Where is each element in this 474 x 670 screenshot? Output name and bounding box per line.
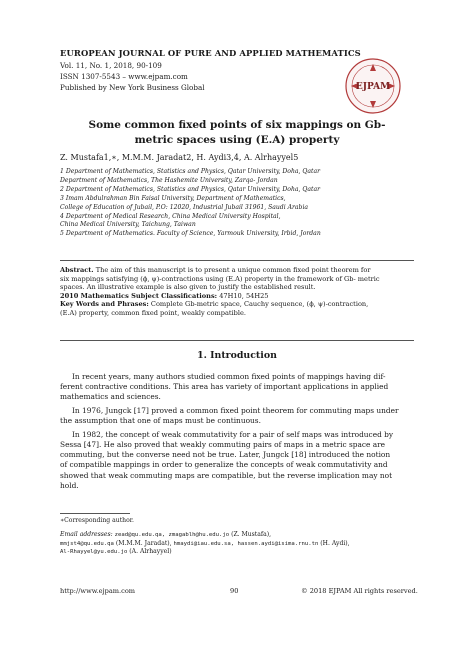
- text-line: ferent contractive conditions. This area has variety of important applications in applied: [60, 382, 389, 392]
- affiliation-line: 2 Department of Mathematics, Statistics and Physics, Qatar University, Doha, Qatar: [60, 185, 321, 193]
- affiliation-line: China Medical University, Taichung, Taiwan: [60, 221, 196, 229]
- keywords-text: Complete Gb-metric space, Cauchy sequence, (ϕ, ψ)-contraction,: [150, 300, 369, 309]
- msc-label: 2010 Mathematics Subject Classifications:: [60, 291, 218, 300]
- affiliation-line: Department of Mathematics, The Hashemite University, Zarqa- Jordan: [60, 176, 278, 184]
- email-owner: (Z. Mustafa),: [229, 531, 272, 538]
- affiliation-line: 1 Department of Mathematics, Statistics and Physics, Qatar University, Doha, Qatar: [60, 168, 321, 175]
- text-line: In 1976, Jungck [17] proved a common fixed point theorem for commuting maps under: [72, 406, 399, 415]
- email-addresses: [60, 531, 350, 557]
- text-line: Sessa [47]. He also proved that weakly commuting pairs of maps in a metric space are: [60, 440, 386, 449]
- affiliation-line: 5 Department of Mathematics. Faculty of Science, Yarmouk University, Irbid, Jordan: [60, 230, 321, 238]
- email-owner: (M.M.M. Jaradat),: [113, 539, 174, 547]
- paper-title: [60, 118, 414, 148]
- footnote: ∗Corresponding author.: [60, 517, 134, 524]
- introduction-body: [60, 372, 414, 494]
- msc-value: 47H10, 54H25: [219, 291, 269, 300]
- affiliations: [60, 168, 414, 239]
- text-line: commuting, but the converse need not be true. Later, Jungck [18] introduced the notion: [60, 450, 391, 460]
- page-number: 90: [230, 587, 239, 595]
- text-line: In 1982, the concept of weak commutativity for a pair of self maps was introduced by: [72, 429, 394, 439]
- abstract-text: The aim of this manuscript is to present a unique common fixed point theorem for: [95, 266, 371, 274]
- abstract-text: six mappings satisfying (ϕ, ψ)-contractions using (E.A) property in the framework of Gb- metric: [60, 274, 380, 283]
- journal-logo: [345, 58, 401, 114]
- copyright: © 2018 EJPAM All rights reserved.: [301, 587, 418, 595]
- paragraph: [60, 406, 414, 426]
- text-line: hold.: [60, 480, 79, 490]
- abstract-block: [60, 266, 414, 318]
- abstract-text: spaces. An illustrative example is also given to justify the established result.: [60, 283, 316, 292]
- divider: [60, 340, 414, 341]
- text-line: the assumption that one of maps must be continuous.: [60, 416, 261, 426]
- divider: [60, 260, 414, 261]
- title-line: metric spaces using (E.A) property: [134, 134, 340, 146]
- author-list: Z. Mustafa1,∗, M.M.M. Jaradat2, H. Aydi3,4, A. Alrhayyel5: [60, 153, 299, 162]
- keywords-label: Key Words and Phrases:: [60, 300, 149, 309]
- logo-text: EJPAM: [355, 82, 391, 92]
- text-line: showed that weak commuting maps are compatible, but the reverse implication may not: [60, 470, 393, 480]
- affiliation-line: 4 Department of Medical Research, China Medical University Hospital,: [60, 212, 281, 220]
- email-owner: (A. Alrhayyel): [127, 548, 172, 556]
- keywords-text: (E.A) property, common fixed point, weakly compatible.: [60, 308, 246, 317]
- volume-info: Vol. 11, No. 1, 2018, 90-109: [60, 61, 162, 70]
- journal-url[interactable]: http://www.ejpam.com: [60, 587, 136, 595]
- text-line: of compatible mappings in order to generalize the concepts of weak commutativity and: [60, 460, 388, 470]
- text-line: mathematics and sciences.: [60, 392, 161, 402]
- abstract-label: Abstract.: [60, 266, 94, 274]
- footnote-rule: [60, 513, 130, 514]
- email-link[interactable]: mmjst4@qu.edu.qa: [60, 540, 114, 547]
- text-line: In recent years, many authors studied common fixed points of mappings having dif-: [72, 372, 386, 381]
- journal-name: EUROPEAN JOURNAL OF PURE AND APPLIED MATHEMATICS: [60, 48, 361, 58]
- email-link[interactable]: zead@qu.edu.qa, zmagablh@hu.edu.jo: [114, 532, 230, 538]
- publisher-info: Published by New York Business Global: [60, 83, 205, 92]
- email-link[interactable]: Al-Rhayyel@yu.edu.jo: [60, 549, 128, 556]
- email-link[interactable]: hmaydi@iau.edu.sa, hassen.aydi@isima.rnu.tn: [173, 540, 319, 547]
- email-owner: (H. Aydi),: [318, 539, 350, 547]
- title-line: Some common fixed points of six mappings on Gb-: [88, 119, 386, 131]
- affiliation-line: 3 Imam Abdulrahman Bin Faisal University, Department of Mathematics,: [60, 194, 286, 202]
- email-label: Email addresses:: [60, 531, 113, 538]
- paragraph: [60, 430, 414, 491]
- paragraph: [60, 372, 414, 403]
- affiliation-line: College of Education of Jubail, P.O: 12020, Industrial Jubail 31961, Saudi Arabia: [60, 203, 309, 211]
- issn-info: ISSN 1307-5543 – www.ejpam.com: [60, 72, 188, 81]
- section-heading: 1. Introduction: [197, 350, 277, 361]
